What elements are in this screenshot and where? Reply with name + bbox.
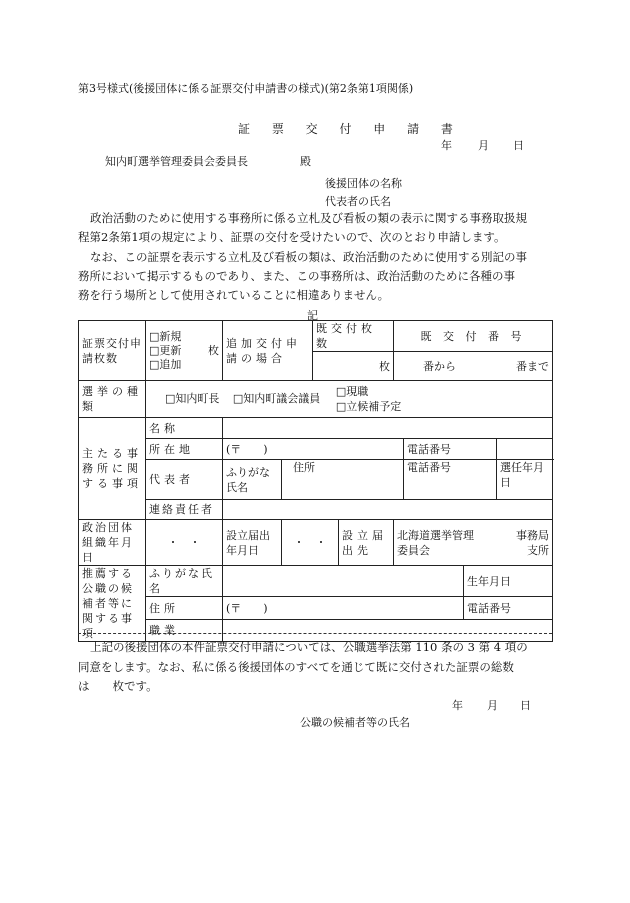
birth-label-cell bbox=[464, 566, 553, 597]
filed-to-label: 設立届出先 bbox=[339, 520, 394, 566]
date-day: 日 bbox=[513, 139, 524, 152]
filed-label: 設立届出年月日 bbox=[223, 520, 282, 566]
founded-label: 政治団体組織年月日 bbox=[79, 520, 146, 566]
separator-line bbox=[78, 633, 552, 634]
incumbent-checkbox[interactable]: □現職 bbox=[335, 385, 369, 398]
form-title: 証 票 交 付 申 請 書 bbox=[238, 122, 462, 136]
sheets-unit: 枚 bbox=[208, 343, 219, 357]
honorific: 殿 bbox=[300, 155, 311, 168]
signer-label: 公職の候補者等の氏名 bbox=[300, 716, 410, 729]
name-label: 名称 bbox=[146, 418, 223, 439]
consent-line-1: 上記の後援団体の本件証票交付申請については、公職選挙法第 110 条の 3 第 4 項の bbox=[90, 640, 528, 654]
issued-number-range bbox=[394, 352, 553, 381]
birth-label: 生年月日 bbox=[467, 574, 511, 588]
ki-label: 記 bbox=[307, 309, 318, 322]
add-checkbox[interactable]: □追加 bbox=[149, 357, 182, 371]
candidate-label: 推薦する公職の候補者等に関する事項 bbox=[79, 566, 146, 642]
issued-sheets: 枚 bbox=[313, 352, 394, 381]
council-checkbox[interactable]: □知内町議会議員 bbox=[232, 392, 321, 405]
phone-label: 電話番号 bbox=[404, 439, 497, 460]
number-from: 番から bbox=[423, 359, 456, 373]
consent-line-2: 同意をします。なお、私に係る後援団体のすべてを通じて既に交付された証票の総数 bbox=[78, 660, 514, 674]
additional-label: 追加交付申請の場合 bbox=[223, 321, 313, 381]
office-label: 主たる事務所に関する事項 bbox=[79, 418, 146, 520]
rep-label: 代表者 bbox=[146, 460, 223, 500]
number-to: 番まで bbox=[516, 359, 549, 373]
office-bureau: 事務局 bbox=[516, 528, 549, 542]
location-label: 所在地 bbox=[146, 439, 223, 460]
issued-number-label: 既 交 付 番 号 bbox=[394, 321, 553, 352]
candidate-planned-checkbox[interactable]: □立候補予定 bbox=[335, 400, 402, 413]
rep-name-label: 代表者の氏名 bbox=[325, 195, 391, 208]
paragraph-2-line-2: 務所において掲示するものであり、また、この事務所は、政治活動のために各種の事 bbox=[78, 269, 515, 283]
group-name-label: 後援団体の名称 bbox=[325, 177, 402, 190]
req-type-cell bbox=[146, 321, 223, 381]
issued-count-label: 既交付枚数 bbox=[313, 321, 394, 352]
name-value[interactable] bbox=[223, 418, 553, 439]
req-count-label: 証票交付申請枚数 bbox=[82, 336, 142, 365]
mayor-checkbox[interactable]: □知内町長 bbox=[165, 392, 220, 405]
new-checkbox[interactable]: □新規 bbox=[149, 329, 182, 343]
election-type-cell bbox=[146, 381, 553, 418]
date-month: 月 bbox=[478, 139, 489, 152]
location-value[interactable]: (〒 ) bbox=[223, 439, 404, 460]
occupation-label: 職業 bbox=[146, 619, 223, 641]
form-number: 第3号様式(後援団体に係る証票交付申請書の様式)(第2条第1項関係) bbox=[78, 82, 414, 95]
cand-phone-label: 電話番号 bbox=[464, 597, 553, 619]
cand-furigana-label: ふりがな氏名 bbox=[146, 566, 223, 597]
elected-date-label: 選任年月日 bbox=[497, 460, 553, 500]
paragraph-1-line-2: 程第2条第1項の規定により、証票の交付を受けたいので、次のとおり申請します。 bbox=[78, 230, 506, 244]
filed-to-value: 北海道選挙管理委員会 bbox=[397, 528, 474, 557]
cand-address-value[interactable]: (〒 ) bbox=[223, 597, 464, 619]
rep-phone-label: 電話番号 bbox=[404, 460, 497, 500]
branch: 支所 bbox=[527, 543, 549, 557]
consent-day: 日 bbox=[520, 699, 531, 712]
election-type-label: 選挙の種類 bbox=[79, 381, 146, 418]
paragraph-1-line-1: 政治活動のために使用する事務所に係る立札及び看板の類の表示に関する事務取扱規 bbox=[90, 211, 527, 225]
contact-value[interactable] bbox=[223, 500, 553, 520]
consent-month: 月 bbox=[487, 699, 498, 712]
req-count-label-cell bbox=[79, 321, 146, 381]
consent-line-3: は 枚です。 bbox=[78, 679, 158, 693]
filed-to-cell bbox=[394, 520, 553, 566]
paragraph-2-line-1: なお、この証票を表示する立札及び看板の類は、政治活動のために使用する別記の事 bbox=[90, 250, 527, 264]
rep-furigana-label: ふりがな氏名 bbox=[223, 460, 282, 500]
cand-name-value[interactable] bbox=[223, 566, 464, 597]
rep-address-label: 住所 bbox=[293, 461, 315, 474]
founded-date[interactable]: ・ ・ bbox=[146, 520, 223, 566]
rep-address-cell[interactable] bbox=[282, 460, 404, 500]
cand-address-label: 住所 bbox=[146, 597, 223, 619]
application-table bbox=[78, 320, 553, 642]
filed-date[interactable]: ・ ・ bbox=[282, 520, 339, 566]
date-year: 年 bbox=[441, 139, 452, 152]
consent-year: 年 bbox=[452, 699, 463, 712]
paragraph-2-line-3: 務を行う場所として使用されていることに相違ありません。 bbox=[78, 288, 390, 302]
phone-value[interactable] bbox=[497, 439, 553, 460]
contact-label: 連絡責任者 bbox=[146, 500, 223, 520]
addressee: 知内町選挙管理委員会委員長 bbox=[105, 155, 248, 168]
renew-checkbox[interactable]: □更新 bbox=[149, 343, 182, 357]
